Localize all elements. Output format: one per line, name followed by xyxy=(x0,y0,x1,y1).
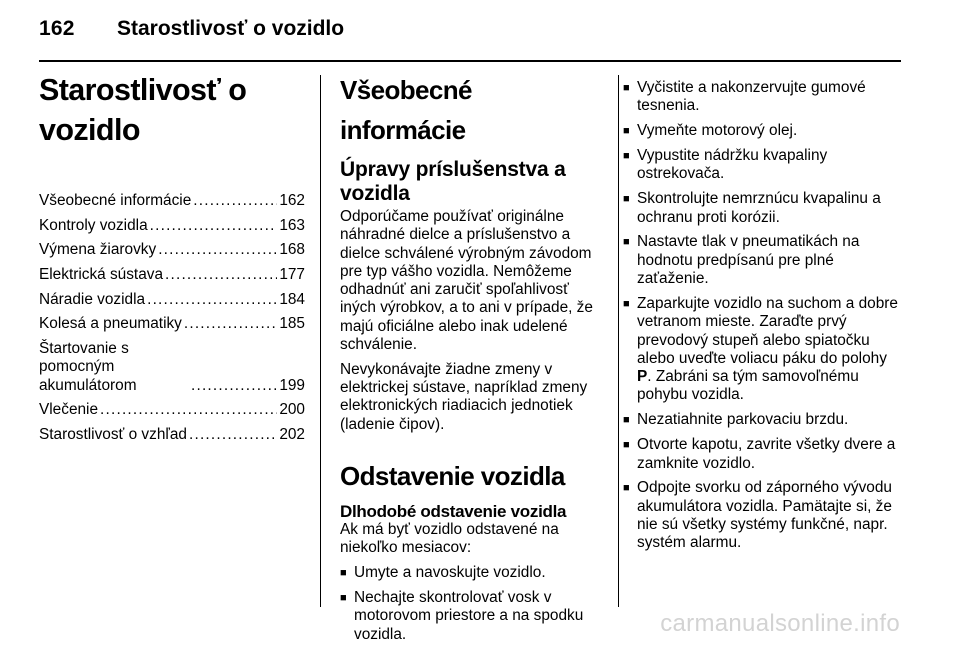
list-item xyxy=(623,79,903,116)
toc-entry-title: Kolesá a pneumatiky xyxy=(39,315,182,333)
section-title-storage: Odstavenie vozidla xyxy=(340,461,565,492)
toc-entry-title: Štartovanie s pomocným akumulátorom xyxy=(39,340,137,394)
bullet-square-icon: ■ xyxy=(623,414,630,427)
bullet-square-icon: ■ xyxy=(623,193,630,206)
toc-leader xyxy=(184,315,277,333)
toc-leader xyxy=(191,377,277,395)
bullet-square-icon: ■ xyxy=(340,592,347,605)
toc-entry[interactable] xyxy=(39,340,305,395)
list-item-text: Nastavte tlak v pneumatikách na hodnotu predpísanú pre plné zaťaženie. xyxy=(637,233,860,288)
bullet-square-icon: ■ xyxy=(623,439,630,452)
bullet-square-icon: ■ xyxy=(340,567,347,580)
toc-entry-title: Kontroly vozidla xyxy=(39,216,148,234)
toc-entry-title: Starostlivosť o vzhľad xyxy=(39,426,187,444)
toc-column xyxy=(39,70,305,451)
toc-leader xyxy=(193,192,277,210)
toc-entry[interactable] xyxy=(39,192,305,210)
toc-entry-page: 177 xyxy=(279,266,305,284)
list-item xyxy=(623,295,903,405)
toc-entry-page: 162 xyxy=(279,192,305,209)
running-title: Starostlivosť o vozidlo xyxy=(117,17,345,40)
list-item xyxy=(340,564,602,582)
subsection-title-long-term: Dlhodobé odstavenie vozidla xyxy=(340,502,567,522)
toc-leader xyxy=(165,266,277,284)
paragraph: Odporúčame používať originálne náhradné dielce a príslušenstvo a dielce schválené výrobným závodom pre typ vášho vozidla. Nemôžeme odhadnúť ani zaručiť spoľahlivosť iných výrobkov, a to ani v prípade, že majú oficiálne alebo inak udelené schválenie. xyxy=(340,208,593,354)
list-item-text: Umyte a navoskujte vozidlo. xyxy=(354,564,546,582)
toc-entry-title: Elektrická sústava xyxy=(39,266,164,284)
bullet-square-icon: ■ xyxy=(623,297,630,310)
toc-entry-title: Výmena žiarovky xyxy=(39,241,157,259)
toc-entry[interactable] xyxy=(39,401,305,419)
list-item xyxy=(623,233,903,288)
watermark: carmanualsonline.info xyxy=(660,610,900,637)
list-item xyxy=(623,479,903,552)
toc-entry[interactable] xyxy=(39,241,305,259)
toc-entry[interactable] xyxy=(39,266,305,284)
paragraph: Nevykonávajte žiadne zmeny v elektrickej sústave, napríklad zmeny elektronických riadiacich jednotiek (ladenie čipov). xyxy=(340,360,588,433)
toc-entry-title: Náradie vozidla xyxy=(39,290,146,308)
toc-entry-page: 168 xyxy=(279,241,305,259)
list-item-text: Otvorte kapotu, zavrite všetky dvere a zamknite vozidlo. xyxy=(637,436,896,472)
list-item-text xyxy=(637,295,903,405)
toc-entry-page: 184 xyxy=(279,290,305,308)
bullet-square-icon: ■ xyxy=(623,150,630,163)
content-column-2 xyxy=(340,70,602,651)
toc-entry[interactable] xyxy=(39,291,305,309)
page-number: 162 xyxy=(39,17,75,40)
chapter-title: Starostlivosť o vozidlo xyxy=(39,73,247,147)
list-item-text: Vypustite nádržku kvapaliny ostrekovača. xyxy=(637,147,828,183)
toc-leader xyxy=(147,291,277,309)
toc-entry-page: 200 xyxy=(279,401,305,419)
column-divider-2 xyxy=(618,75,619,607)
list-item xyxy=(623,190,903,227)
list-item-text: Vyčistite a nakonzervujte gumové tesnenia. xyxy=(637,79,866,115)
list-item xyxy=(623,122,903,140)
list-item-text-part: . Zabráni sa tým samovoľnému pohybu vozidla. xyxy=(637,368,859,404)
toc-entry-page: 202 xyxy=(279,426,305,444)
toc-entry-page: 163 xyxy=(279,216,305,234)
toc-entry-title: Vlečenie xyxy=(39,401,99,419)
list-item xyxy=(623,147,903,184)
bullet-square-icon: ■ xyxy=(623,125,630,138)
toc-entry-title: Všeobecné informácie xyxy=(39,192,192,209)
list-item-text: Nechajte skontrolovať vosk v motorovom priestore a na spodku vozidla. xyxy=(354,589,584,643)
subsection-title-accessories: Úpravy príslušenstva a vozidla xyxy=(340,158,566,205)
list-item-text: Odpojte svorku od záporného vývodu akumulátora vozidla. Pamätajte si, že nie sú všetky systémy funkčné, napr. systém alarmu. xyxy=(637,479,892,552)
list-item xyxy=(623,436,903,473)
list-item-text-part: Zaparkujte vozidlo na suchom a dobre vetranom mieste. Zaraďte prvý prevodový stupeň alebo spiatočku alebo uveďte voliacu páku do polohy xyxy=(637,294,898,367)
toc-leader xyxy=(189,426,277,444)
gear-position-p: P xyxy=(637,368,648,386)
list-item xyxy=(340,589,602,644)
content-column-3 xyxy=(623,79,903,559)
toc-entry[interactable] xyxy=(39,426,305,444)
list-item xyxy=(623,411,903,429)
toc-leader xyxy=(100,401,277,419)
toc-entry-page: 185 xyxy=(279,315,305,333)
toc-leader xyxy=(150,217,278,235)
header-rule xyxy=(39,60,901,62)
table-of-contents xyxy=(39,192,305,444)
toc-leader xyxy=(158,241,277,259)
toc-entry[interactable] xyxy=(39,315,305,333)
paragraph: Ak má byť vozidlo odstavené na niekoľko mesiacov: xyxy=(340,521,559,557)
column-divider-1 xyxy=(320,75,321,607)
bullet-square-icon: ■ xyxy=(623,236,630,249)
list-item-text: Nezatiahnite parkovaciu brzdu. xyxy=(637,411,849,429)
page-header xyxy=(39,14,901,58)
toc-entry-page: 199 xyxy=(279,376,305,394)
toc-entry[interactable] xyxy=(39,217,305,235)
list-item-text: Skontrolujte nemrznúcu kvapalinu a ochranu proti korózii. xyxy=(637,190,881,226)
section-title-general: Všeobecné informácie xyxy=(340,75,472,145)
bullet-square-icon: ■ xyxy=(623,82,630,94)
bullet-square-icon: ■ xyxy=(623,482,630,495)
list-item-text: Vymeňte motorový olej. xyxy=(637,122,798,140)
